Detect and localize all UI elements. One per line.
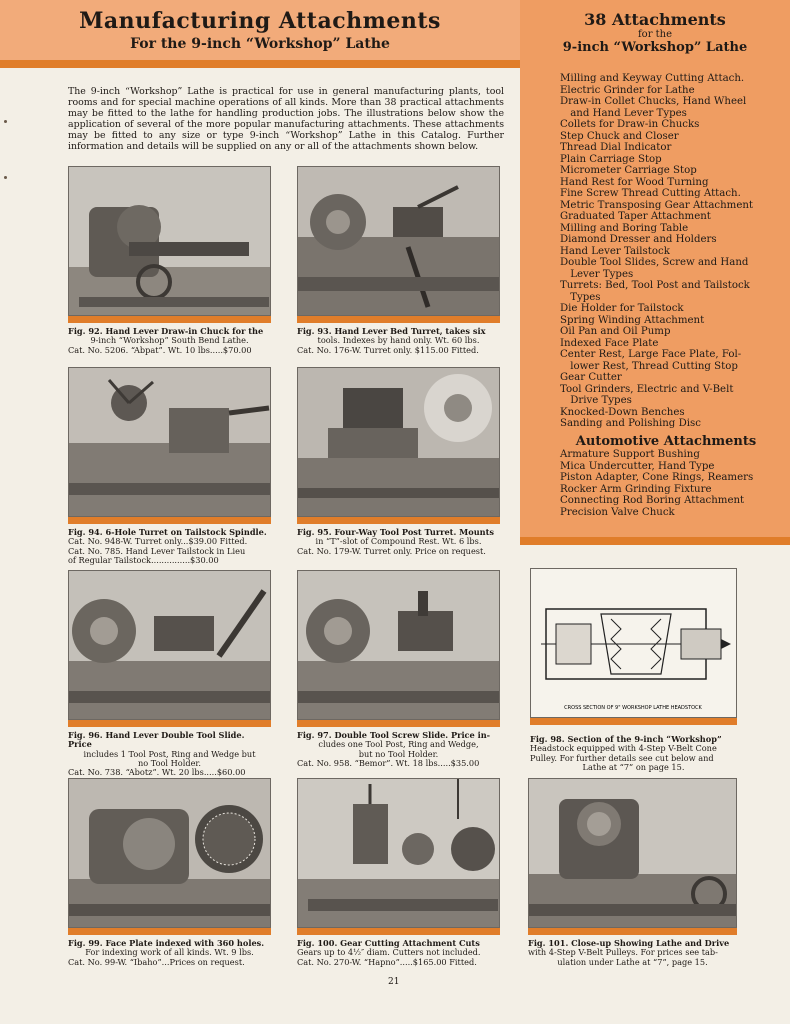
figure-caption <box>297 731 500 768</box>
caption-line: Cat. No. 270-W. “Hapno”.....$165.00 Fitted. <box>297 956 477 967</box>
page-header <box>0 0 520 60</box>
caption-line: Cat. No. 176-W. Turret only. $115.00 Fitted. <box>297 344 479 355</box>
attachment-item: Step Chuck and Closer <box>560 130 679 142</box>
attachment-item: Plain Carriage Stop <box>560 153 662 165</box>
caption-line: ulation under Lathe at “7”, page 15. <box>557 956 708 967</box>
page-title: Manufacturing Attachments <box>79 8 441 34</box>
page-number: 21 <box>388 977 400 987</box>
figure-caption <box>68 939 271 967</box>
figure-96 <box>68 570 271 777</box>
automotive-item: Rocker Arm Grinding Fixture <box>560 483 712 495</box>
attachment-item: Spring Winding Attachment <box>560 314 705 326</box>
attachment-item: Types <box>560 291 601 303</box>
automotive-item: Precision Valve Chuck <box>560 506 675 518</box>
caption-line: tools. Indexes by hand only. Wt. 60 lbs. <box>317 335 480 346</box>
figure-93 <box>297 166 500 355</box>
automotive-item: Mica Undercutter, Hand Type <box>560 460 715 472</box>
header-rule <box>0 60 520 68</box>
attachment-item: Double Tool Slides, Screw and Hand <box>560 257 749 268</box>
caption-line: 9-inch “Workshop” South Bend Lathe. <box>90 335 249 346</box>
caption-line: of Regular Tailstock...............$30.00 <box>68 554 219 565</box>
attachment-item: Hand Lever Tailstock <box>560 245 670 257</box>
caption-line: Cat. No. 5206. “Abpat”. Wt. 10 lbs.....$70.00 <box>68 344 252 355</box>
attachment-item: Thread Dial Indicator <box>560 142 672 153</box>
figure-97 <box>297 570 500 768</box>
gear-cutting-illustration <box>298 779 499 927</box>
photo-underline <box>68 928 271 935</box>
caption-line: no Tool Holder. <box>137 757 202 768</box>
attachments-sidebar <box>520 0 790 545</box>
caption-line: Lathe at “7” on page 15. <box>582 761 685 772</box>
attachment-item: lower Rest, Thread Cutting Stop <box>560 360 738 372</box>
attachment-item: Electric Grinder for Lathe <box>560 84 695 96</box>
caption-line: For indexing work of all kinds. Wt. 9 lbs. <box>85 947 254 958</box>
screw-slide-illustration <box>298 571 499 719</box>
caption-line: Fig. 93. Hand Lever Bed Turret, takes six <box>297 326 486 336</box>
attachment-item: Tool Grinders, Electric and V-Belt <box>560 383 734 395</box>
figure-92 <box>68 166 271 355</box>
attachment-item: Indexed Face Plate <box>560 337 659 349</box>
cross-section-drawing <box>531 569 736 717</box>
bed-turret-illustration <box>298 167 499 315</box>
attachment-item: Lever Types <box>560 268 634 280</box>
caption-line: Fig. 98. Section of the 9-inch “Workshop” <box>530 734 722 744</box>
caption-line: Cat. No. 99-W. “Ibaho”...Prices on request. <box>68 956 245 967</box>
lathe-photo <box>68 570 271 720</box>
caption-line: Gears up to 4½″ diam. Cutters not included. <box>297 947 481 958</box>
lathe-photo <box>297 778 500 928</box>
automotive-item: Piston Adapter, Cone Rings, Reamers <box>560 472 754 483</box>
caption-line: Cat. No. 785. Hand Lever Tailstock in Lieu <box>68 545 246 556</box>
caption-line: Pulley. For further details see cut below and <box>530 752 714 763</box>
attachment-item: Gear Cutter <box>560 372 622 383</box>
figure-100 <box>297 778 500 967</box>
attachment-item: Drive Types <box>560 395 632 406</box>
figure-95 <box>297 367 500 556</box>
caption-line: Fig. 96. Hand Lever Double Tool Slide. Price <box>68 730 245 750</box>
caption-line: Headstock equipped with 4-Step V-Belt Cone <box>530 743 717 754</box>
sidebar-lathe: 9-inch “Workshop” Lathe <box>562 40 748 55</box>
draw-in-chuck-illustration <box>69 167 270 315</box>
photo-underline <box>297 720 500 727</box>
figure-101 <box>528 778 737 967</box>
automotive-list <box>560 449 772 518</box>
intro-paragraph: The 9-inch “Workshop” Lathe is practical for use in general manufacturing plants, tool rooms and for special machine operations of all kinds. More than 38 practical attachments may be fitted to the lathe for handling production jobs. The illustrations below show the application of several of the more popular manufacturing attachments. These attachments may be fitted to any size or type 9-inch “Workshop” Lathe in this Catalog. Further information and details will be supplied on any or all of the attachments shown below. <box>68 86 504 152</box>
caption-line: cludes one Tool Post, Ring and Wedge, <box>318 739 479 750</box>
photo-underline <box>68 720 271 727</box>
attachment-item: Hand Rest for Wood Turning <box>560 176 709 188</box>
photo-underline <box>528 928 737 935</box>
caption-line: Cat. No. 738. “Abotz”. Wt. 20 lbs.....$60.00 <box>68 767 246 778</box>
attachment-item: Draw-in Collet Chucks, Hand Wheel <box>560 96 747 107</box>
figure-99 <box>68 778 271 967</box>
caption-line: Fig. 100. Gear Cutting Attachment Cuts <box>297 938 480 948</box>
caption-line: but no Tool Holder. <box>358 748 439 759</box>
caption-line: Fig. 97. Double Tool Screw Slide. Price in- <box>297 730 491 740</box>
figure-caption <box>68 731 271 777</box>
photo-underline <box>530 718 737 725</box>
figure-caption <box>528 939 737 967</box>
page-speck <box>4 176 7 179</box>
automotive-item: Armature Support Bushing <box>560 449 700 460</box>
attachment-item: Turrets: Bed, Tool Post and Tailstock <box>560 280 750 291</box>
lathe-drive-illustration <box>529 779 736 927</box>
page-speck <box>4 120 7 123</box>
attachment-item: Die Holder for Tailstock <box>560 303 684 314</box>
automotive-section <box>560 433 772 449</box>
four-way-turret-illustration <box>298 368 499 516</box>
attachment-item: Micrometer Carriage Stop <box>560 165 697 176</box>
caption-line: Fig. 94. 6-Hole Turret on Tailstock Spindle. <box>68 527 267 537</box>
attachment-item: and Hand Lever Types <box>560 107 687 119</box>
automotive-item: Connecting Rod Boring Attachment <box>560 495 745 506</box>
photo-underline <box>297 517 500 524</box>
caption-line: Fig. 92. Hand Lever Draw-in Chuck for the <box>68 326 264 336</box>
lathe-photo <box>297 367 500 517</box>
diagram-label: CROSS SECTION OF 9" WORKSHOP LATHE HEADSTOCK <box>564 705 702 711</box>
attachment-item: Graduated Taper Attachment <box>560 211 711 222</box>
photo-underline <box>297 928 500 935</box>
page-subtitle: For the 9-inch “Workshop” Lathe <box>130 36 390 52</box>
lathe-photo <box>528 778 737 928</box>
caption-line: Fig. 99. Face Plate indexed with 360 holes. <box>68 938 265 948</box>
lathe-photo <box>297 166 500 316</box>
lathe-photo <box>68 778 271 928</box>
sidebar-for-the: for the <box>637 29 673 40</box>
caption-line: Cat. No. 948-W. Turret only...$39.00 Fitted. <box>68 536 248 547</box>
attachment-item: Milling and Boring Table <box>560 222 689 234</box>
attachment-item: Sanding and Polishing Disc <box>560 418 701 429</box>
attachment-item: Center Rest, Large Face Plate, Fol- <box>560 349 742 360</box>
caption-line: includes 1 Tool Post, Ring and Wedge but <box>83 748 256 759</box>
attachment-item: Collets for Draw-in Chucks <box>560 119 700 130</box>
figure-98 <box>530 568 737 772</box>
figure-caption <box>297 528 500 556</box>
figure-caption <box>297 939 500 967</box>
caption-line: Fig. 101. Close-up Showing Lathe and Drive <box>528 938 730 948</box>
attachment-item: Metric Transposing Gear Attachment <box>560 199 754 211</box>
caption-line: Fig. 95. Four-Way Tool Post Turret. Mounts <box>297 527 494 537</box>
attachment-item: Oil Pan and Oil Pump <box>560 326 671 337</box>
photo-underline <box>68 517 271 524</box>
indexed-face-plate-illustration <box>69 779 270 927</box>
photo-underline <box>68 316 271 323</box>
lathe-photo <box>297 570 500 720</box>
attachment-list <box>560 73 772 430</box>
attachment-item: Knocked-Down Benches <box>560 406 685 418</box>
caption-line: Cat. No. 958. “Bemor”. Wt. 18 lbs.....$35.00 <box>297 757 480 768</box>
attachment-item: Milling and Keyway Cutting Attach. <box>560 73 745 84</box>
sidebar-title: 38 Attachments <box>584 10 726 29</box>
caption-line: with 4-Step V-Belt Pulleys. For prices see tab- <box>528 947 718 958</box>
headstock-diagram <box>530 568 737 718</box>
figure-caption <box>530 735 737 772</box>
figure-caption <box>297 327 500 355</box>
figure-caption <box>68 528 271 565</box>
attachment-item: Diamond Dresser and Holders <box>560 234 717 245</box>
figure-94 <box>68 367 271 565</box>
lathe-photo <box>68 367 271 517</box>
attachment-item: Fine Screw Thread Cutting Attach. <box>560 188 741 199</box>
caption-line: in “T”-slot of Compound Rest. Wt. 6 lbs. <box>315 536 482 547</box>
tailstock-turret-illustration <box>69 368 270 516</box>
double-tool-slide-illustration <box>69 571 270 719</box>
figure-caption <box>68 327 271 355</box>
lathe-photo <box>68 166 271 316</box>
caption-line: Cat. No. 179-W. Turret only. Price on request. <box>297 545 486 556</box>
automotive-heading: Automotive Attachments <box>575 433 757 449</box>
photo-underline <box>297 316 500 323</box>
